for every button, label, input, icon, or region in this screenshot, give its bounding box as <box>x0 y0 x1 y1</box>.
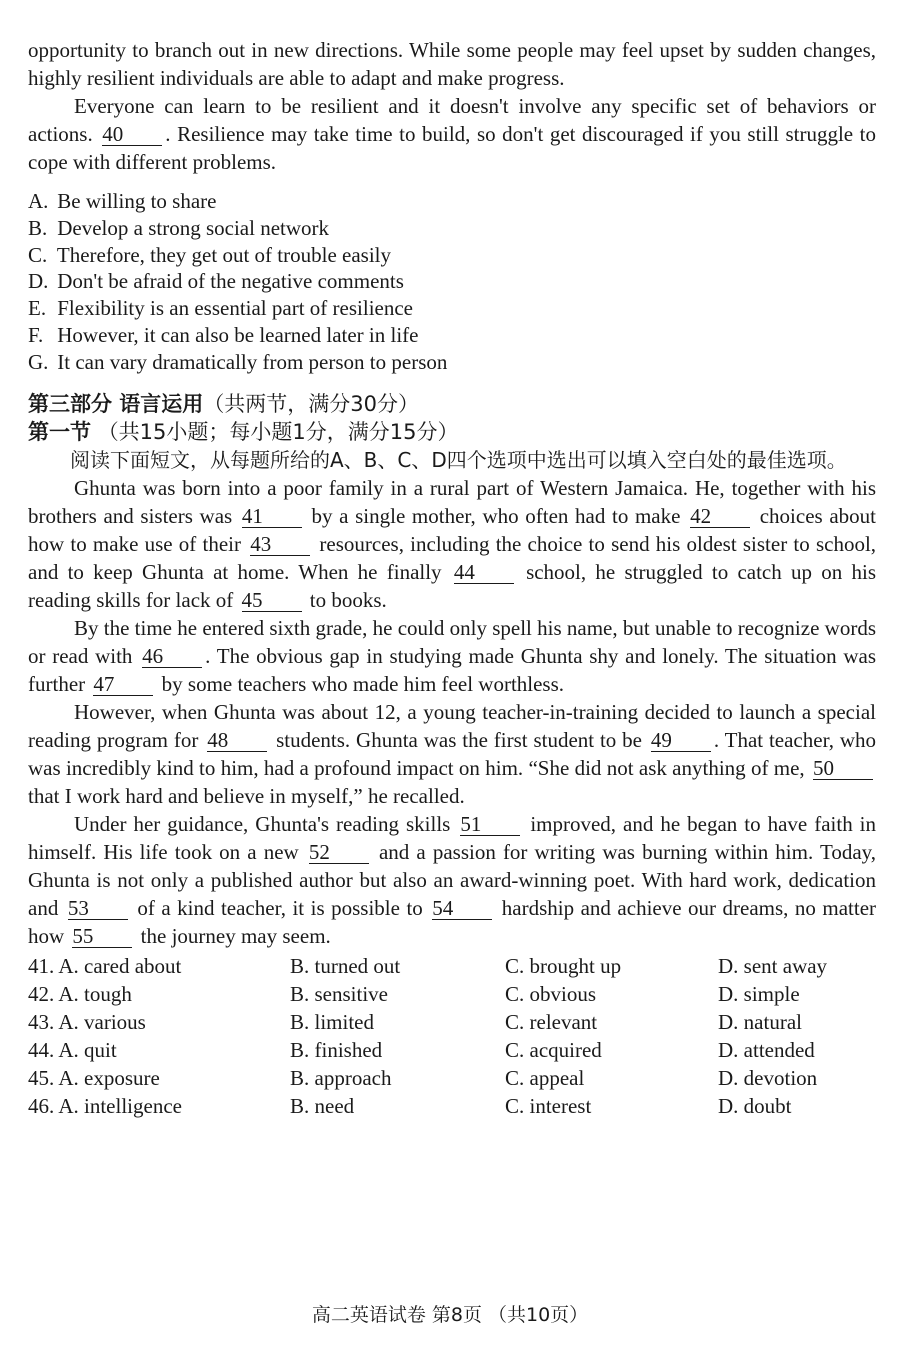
choice-b: B. turned out <box>290 953 401 978</box>
choice-b: B. approach <box>290 1065 392 1090</box>
blank-52: 52 <box>309 841 369 864</box>
choice-a <box>28 1092 290 1120</box>
choice-a <box>28 1064 290 1092</box>
cloze-text: Under her guidance, Ghunta's reading skills <box>74 811 451 836</box>
option-letter: F. <box>28 322 44 347</box>
question-number: 44. <box>28 1037 55 1062</box>
choice-b: B. sensitive <box>290 981 388 1006</box>
option-a <box>28 188 876 215</box>
blank-48: 48 <box>207 729 267 752</box>
option-f <box>28 322 876 349</box>
option-letter: D. <box>28 269 49 294</box>
cloze-text: . That teacher, who was incredibly kind to him, had a profound impact on him. “She did not ask anything of me, <box>28 727 877 780</box>
choice-d: D. simple <box>718 981 800 1006</box>
part3-heading <box>28 390 876 418</box>
passage-text: . Resilience may take time to build, so don't get discouraged if you still struggle to cope with different problems. <box>28 122 876 174</box>
choice-row-43 <box>28 1008 876 1036</box>
choice-a <box>28 952 290 980</box>
choice-row-42 <box>28 980 876 1008</box>
cloze-text: However, when Ghunta was about 12, a young teacher-in-training decided to launch a special reading program for <box>28 699 876 752</box>
cloze-text: to books. <box>309 587 387 612</box>
cloze-text: by a single mother, who often had to make <box>311 503 681 528</box>
cloze-text: By the time he entered sixth grade, he could only spell his name, but unable to recognize words or read with <box>28 615 876 668</box>
cloze-text: improved, and he began to have faith in himself. His life took on a new <box>28 811 877 864</box>
option-e <box>28 295 876 322</box>
blank-51: 51 <box>460 813 520 836</box>
choice-a-text: A. cared about <box>58 953 182 978</box>
blank-55: 55 <box>72 925 132 948</box>
option-c <box>28 242 876 269</box>
choice-row-46 <box>28 1092 876 1120</box>
choice-b: B. need <box>290 1093 355 1118</box>
blank-53: 53 <box>68 897 128 920</box>
choice-c: C. acquired <box>505 1037 602 1062</box>
choice-row-44 <box>28 1036 876 1064</box>
choice-c: C. obvious <box>505 981 597 1006</box>
choice-c: C. appeal <box>505 1065 585 1090</box>
choice-d: D. sent away <box>718 953 828 978</box>
cloze-text: students. Ghunta was the first student to be <box>276 727 642 752</box>
choice-b: B. finished <box>290 1037 383 1062</box>
part3-title: 第三部分 语言运用 <box>28 391 204 416</box>
blank-42: 42 <box>690 505 750 528</box>
blank-49: 49 <box>651 729 711 752</box>
answer-choices <box>28 952 876 1120</box>
option-text: It can vary dramatically from person to person <box>57 349 448 374</box>
blank-45: 45 <box>242 589 302 612</box>
cloze-paragraph-3 <box>28 698 876 810</box>
cloze-text: the journey may seem. <box>140 923 331 948</box>
option-list <box>28 188 876 376</box>
blank-47: 47 <box>93 673 153 696</box>
section1-note: （共15小题；每小题1分，满分15分） <box>97 419 459 444</box>
blank-43: 43 <box>250 533 310 556</box>
passage-paragraph-1: opportunity to branch out in new directions. While some people may feel upset by sudden changes, highly resilient individuals are able to adapt and make progress. <box>28 38 876 90</box>
cloze-text: Ghunta was born into a poor family in a rural part of Western Jamaica. He, together with his brothers and sisters was <box>28 475 876 528</box>
blank-41: 41 <box>242 505 302 528</box>
option-g <box>28 349 876 376</box>
page-footer: 高二英语试卷 第8页 （共10页） <box>311 1304 589 1326</box>
option-text: Flexibility is an essential part of resilience <box>57 296 413 321</box>
option-letter: E. <box>28 296 47 321</box>
choice-row-41 <box>28 952 876 980</box>
blank-54: 54 <box>432 897 492 920</box>
option-text: However, it can also be learned later in life <box>57 322 419 347</box>
choice-a-text: A. intelligence <box>58 1093 182 1118</box>
question-number: 43. <box>28 1009 55 1034</box>
cloze-paragraph-2 <box>28 614 876 698</box>
choice-d: D. natural <box>718 1009 802 1034</box>
cloze-text: that I work hard and believe in myself,” he recalled. <box>28 783 465 808</box>
choice-c: C. brought up <box>505 953 622 978</box>
section1-title: 第一节 <box>28 419 91 444</box>
question-number: 46. <box>28 1093 55 1118</box>
choice-a-text: A. various <box>58 1009 146 1034</box>
blank-40: 40 <box>102 123 162 146</box>
option-letter: B. <box>28 215 48 240</box>
choice-d: D. doubt <box>718 1093 792 1118</box>
choice-d: D. attended <box>718 1037 815 1062</box>
choice-a <box>28 1008 290 1036</box>
cloze-text: . The obvious gap in studying made Ghunta shy and lonely. The situation was further <box>28 643 877 696</box>
option-text: Don't be afraid of the negative comments <box>57 269 404 294</box>
choice-b: B. limited <box>290 1009 374 1034</box>
option-text: Be willing to share <box>57 189 217 213</box>
cloze-text: resources, including the choice to send his oldest sister to school, and to keep Ghunta at home. When he finally <box>28 531 877 584</box>
cloze-text: and a passion for writing was burning within him. Today, Ghunta is not only a published author but also an award-winning poet. With hard work, dedication and <box>28 839 877 920</box>
option-d <box>28 268 876 295</box>
section1-heading <box>28 418 876 446</box>
part3-note: （共两节，满分30分） <box>203 391 420 416</box>
option-letter: G. <box>28 349 49 374</box>
instruction: 阅读下面短文，从每题所给的A、B、C、D四个选项中选出可以填入空白处的最佳选项。 <box>70 447 847 472</box>
cloze-text: choices about how to make use of their <box>28 503 876 556</box>
choice-a-text: A. quit <box>58 1037 117 1062</box>
choice-d: D. devotion <box>718 1065 818 1090</box>
cloze-text: hardship and achieve our dreams, no matter how <box>28 895 877 948</box>
question-number: 41. <box>28 953 55 978</box>
cloze-text: by some teachers who made him feel worthless. <box>161 671 565 696</box>
choice-a-text: A. exposure <box>58 1065 160 1090</box>
choice-c: C. interest <box>505 1093 592 1118</box>
option-text: Therefore, they get out of trouble easily <box>56 242 391 267</box>
choice-a <box>28 1036 290 1064</box>
choice-a <box>28 980 290 1008</box>
cloze-paragraph-4 <box>28 810 876 950</box>
option-text: Develop a strong social network <box>57 215 330 240</box>
blank-44: 44 <box>454 561 514 584</box>
question-number: 42. <box>28 981 55 1006</box>
passage-paragraph-2 <box>28 92 876 176</box>
choice-c: C. relevant <box>505 1009 598 1034</box>
blank-46: 46 <box>142 645 202 668</box>
option-b <box>28 215 876 242</box>
choice-a-text: A. tough <box>58 981 132 1006</box>
option-letter: C. <box>28 242 48 267</box>
cloze-text: school, he struggled to catch up on his reading skills for lack of <box>28 559 876 612</box>
cloze-text: of a kind teacher, it is possible to <box>137 895 423 920</box>
choice-row-45 <box>28 1064 876 1092</box>
passage-text: Everyone can learn to be resilient and it doesn't involve any specific set of behaviors or actions. <box>28 94 876 146</box>
cloze-paragraph-1 <box>28 474 876 614</box>
option-letter: A. <box>28 189 49 213</box>
blank-50: 50 <box>813 757 873 780</box>
question-number: 45. <box>28 1065 55 1090</box>
